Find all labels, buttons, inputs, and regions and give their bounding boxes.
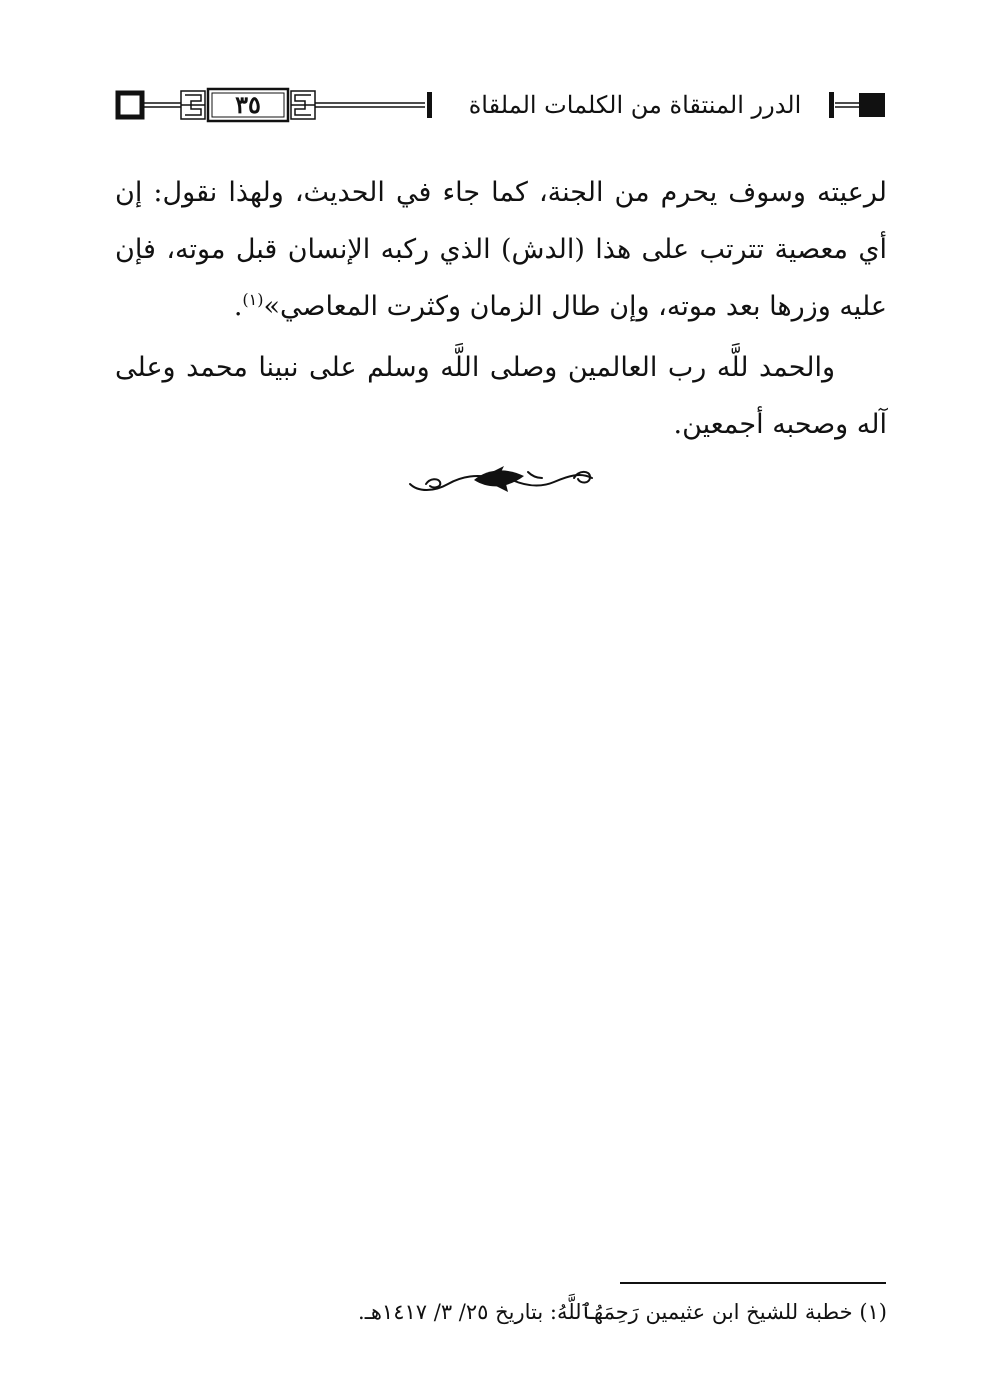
paragraph-text: والحمد للَّه رب العالمين وصلى اللَّه وسلم على نبينا محمد وعلى آله وصحبه أجمعين.: [115, 352, 887, 440]
page-header: [115, 86, 887, 124]
header-square-left: [118, 93, 142, 117]
paragraph: [115, 164, 887, 335]
footnote: (١) خطبة للشيخ ابن عثيمين رَحِمَهُٱللَّهُ: بتاريخ ٢٥/ ٣/ ١٤١٧هـ.: [358, 1300, 887, 1324]
section-end-ornament: [408, 462, 594, 496]
page-body: [115, 164, 887, 453]
paragraph-end: .: [233, 291, 243, 322]
page-number: ٣٥: [235, 90, 261, 119]
paragraph: [115, 339, 887, 453]
footnote-reference: (١): [242, 290, 264, 309]
running-title: الدرر المنتقاة من الكلمات الملقاة: [468, 91, 802, 119]
header-square-right: [859, 93, 885, 117]
footnote-separator: [620, 1282, 886, 1284]
paragraph-text: لرعيته وسوف يحرم من الجنة، كما جاء في الحديث، ولهذا نقول: إن أي معصية تترتب على هذا (الدش) الذي ركبه الإنسان قبل موته، فإن عليه وزرها بعد موته، وإن طال الزمان وكثرت المعاصي»: [115, 177, 887, 322]
